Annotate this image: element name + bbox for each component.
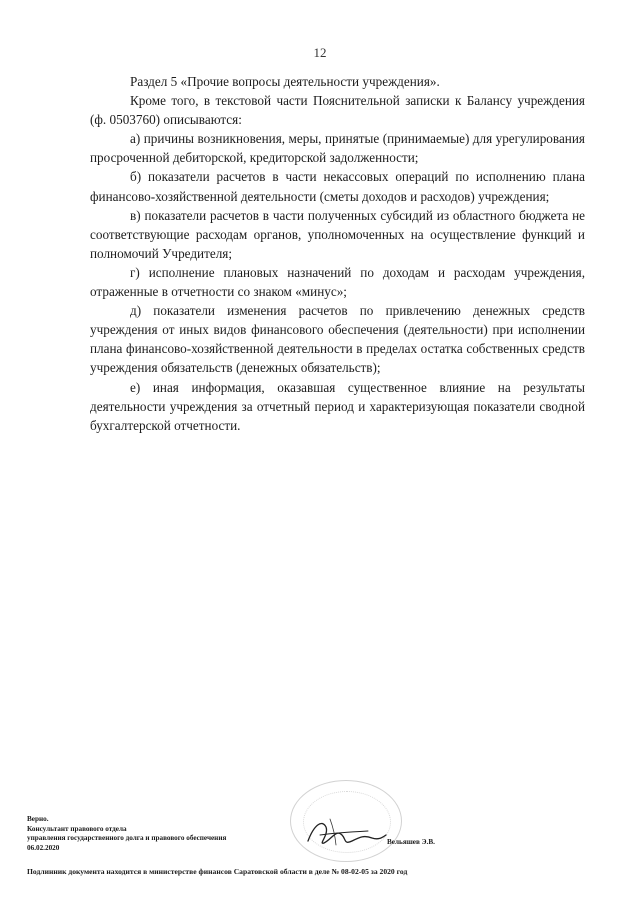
list-item-e: е) иная информация, оказавшая существенное влияние на результаты деятельности учреждения за отчетный период и характеризующая показатели сводной бухгалтерской отчетности. (90, 379, 585, 433)
original-location-note: Подлинник документа находится в министерстве финансов Саратовской области в деле № 08-02-05 за 2020 год (27, 867, 408, 876)
list-item-v: в) показатели расчетов в части полученных субсидий из областного бюджета не соответствующие расходам органов, уполномоченных на осуществление функций и полномочий Учредителя; (90, 207, 585, 261)
document-body (90, 72, 585, 435)
intro-paragraph: Кроме того, в текстовой части Пояснительной записки к Балансу учреждения (ф. 0503760) описываются: (90, 93, 585, 128)
certification-block (27, 815, 327, 853)
list-item-a: а) причины возникновения, меры, принятые (принимаемые) для урегулирования просроченной дебиторской, кредиторской задолженности; (90, 131, 585, 166)
page-number: 12 (313, 45, 327, 60)
cert-line-department: управления государственного долга и правового обеспечения (27, 834, 227, 843)
list-item-g: г) исполнение плановых назначений по доходам и расходам учреждения, отраженные в отчетности со знаком «минус»; (90, 264, 585, 300)
list-item-d: д) показатели изменения расчетов по привлечению денежных средств учреждения от иных видов финансового обеспечения (деятельности) при исполнении плана финансово-хозяйственной деятельности в пределах остатка собственных средств учреждения обязательств (денежных обязательств); (90, 303, 585, 376)
cert-line-verified: Верно. (27, 815, 49, 823)
cert-line-position: Консультант правового отдела (27, 824, 127, 833)
list-item-b: б) показатели расчетов в части некассовых операций по исполнению плана финансово-хозяйственной деятельности (сметы доходов и расходов) учреждения; (90, 169, 585, 204)
certification-footer (0, 780, 640, 905)
cert-line-date: 06.02.2020 (27, 843, 60, 852)
section-heading: Раздел 5 «Прочие вопросы деятельности учреждения». (130, 74, 440, 89)
signer-name: Вельяшев Э.В. (387, 838, 435, 846)
